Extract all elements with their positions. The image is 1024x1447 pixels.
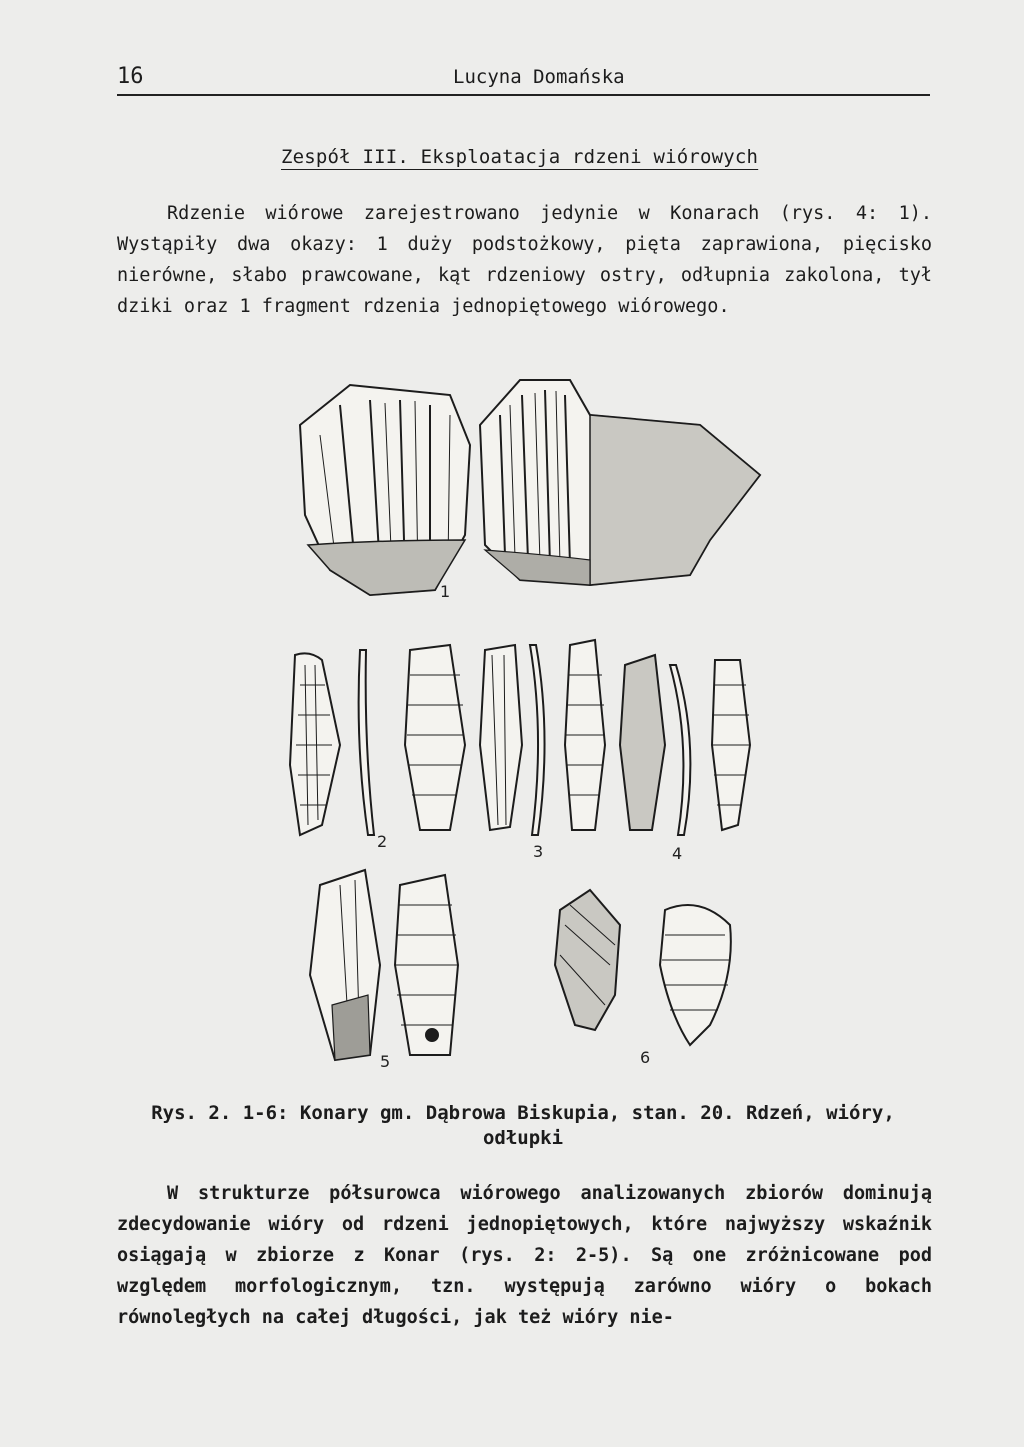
figure-label-4: 4 [672,844,683,863]
figure-label-6: 6 [640,1048,651,1067]
figure-caption-line1: Rys. 2. 1-6: Konary gm. Dąbrowa Biskupia, stan. 20. Rdzeń, wióry, [151,1102,895,1124]
page-number: 16 [117,64,144,89]
blade-4-drawing [565,640,750,835]
running-header-author: Lucyna Domańska [453,66,625,88]
running-header [117,64,929,94]
figure-label-5: 5 [380,1052,391,1071]
flake-6-drawing [555,890,731,1045]
core-left-view-drawing [300,385,470,595]
figure-flint-artifacts [260,365,800,1085]
figure-label-2: 2 [377,832,388,851]
figure-caption [117,1101,929,1151]
header-rule [117,94,930,96]
core-right-view-drawing [480,380,760,585]
blade-3-drawing [405,645,545,835]
figure-label-3: 3 [533,842,544,861]
figure-caption-line2: odłupki [482,1127,564,1149]
paragraph-cores: Rdzenie wiórowe zarejestrowano jedynie w Konarach (rys. 4: 1). Wystąpiły dwa okazy: 1 duży podstożkowy, pięta zaprawiona, pięcisko nierówne, słabo prawcowane, kąt rdzeniowy ostry, odłupnia zakolona, tył dziki oraz 1 fragment rdzenia jednopiętowego wiórowego. [117,203,932,317]
paragraph-blade-structure: W strukturze półsurowca wiórowego analizowanych zbiorów dominują zdecydowanie wióry od rdzeni jednopiętowych, które najwyższy wskaźnik osiągają w zbiorze z Konar (rys. 2: 2-5). Są one zróżnicowane pod względem morfologicznym, tzn. występują zarówno wióry o bokach równoległych na całej długości, jak też wióry nie- [117,1183,932,1328]
section-title: Zespół III. Eksploatacja rdzeni wiórowych [281,146,759,168]
blade-2-drawing [290,650,374,835]
blade-5-drawing [310,870,458,1060]
figure-label-1: 1 [440,582,451,601]
